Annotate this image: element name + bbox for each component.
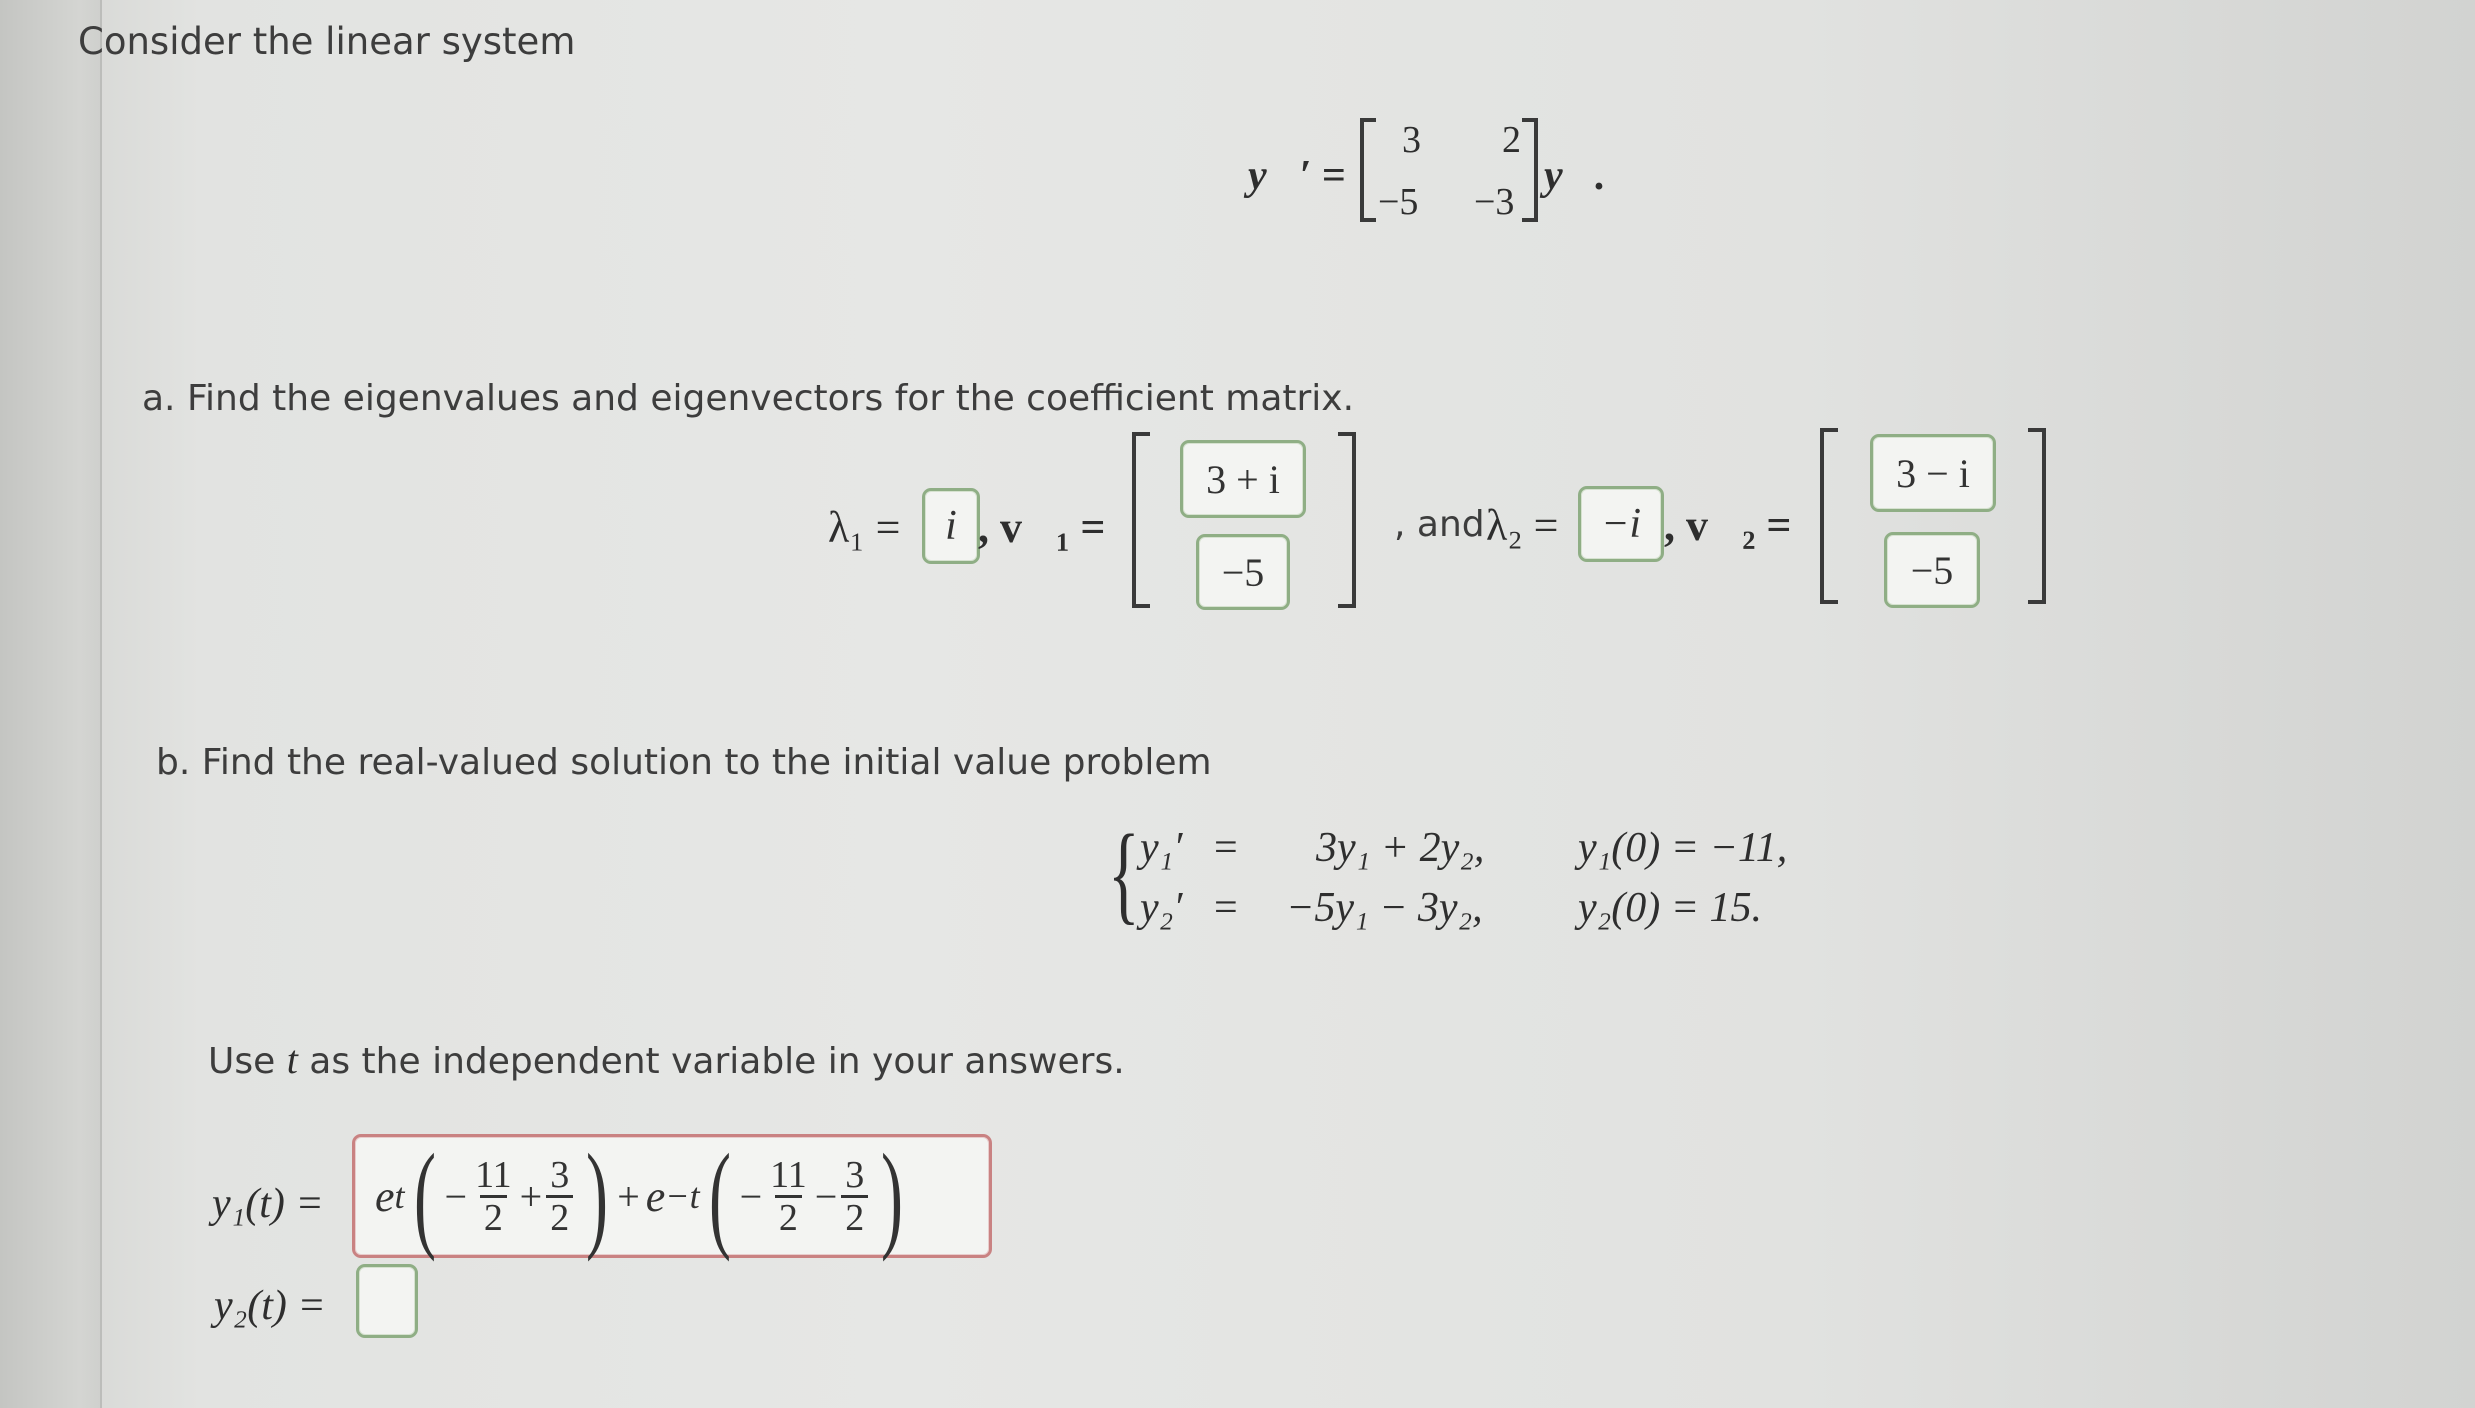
matrix-cell-21: −5 [1378,181,1419,223]
v2-right-bracket [2028,428,2046,604]
y1-paren-close-2: ) [881,1129,904,1262]
v2-entry2-value: −5 [1910,547,1954,593]
lambda1-label: λ₁ = [828,503,901,552]
y1-f3-den: 2 [775,1195,802,1238]
matrix-cell-11: 3 [1402,119,1421,161]
lambda2-value: −i [1600,501,1641,547]
instruction-pre: Use [208,1041,276,1082]
matrix-cell-22: −3 [1474,181,1515,223]
y1-exp1: t [394,1176,405,1216]
y1-f1-num: 11 [475,1153,512,1196]
v1-label: , v⃗₁ = [978,503,1106,552]
v2-entry2-box[interactable] [1884,532,1980,608]
y1-plus-2: + [617,1173,640,1219]
eq1-rhs: 3y₁ + 2y₂, [1316,825,1485,871]
y1-f4-den: 2 [841,1195,868,1238]
v1-entry1-box[interactable] [1180,440,1306,518]
matrix-right-bracket [1522,118,1538,222]
v1-left-bracket [1132,432,1150,608]
y1-e2: e [645,1171,666,1221]
y1-f1-den: 2 [480,1195,507,1238]
part-b-prompt: b. Find the real-valued solution to the initial value problem [156,742,1212,783]
v1-right-bracket [1338,432,1356,608]
y2-answer-box[interactable] [356,1264,418,1338]
y1-f3-num: 11 [770,1153,807,1196]
y1-paren-close-1: ) [586,1129,609,1262]
system-rhs: y⃗. [1544,153,1606,199]
v1-entry1-value: 3 + i [1206,456,1280,502]
y1-minus-3: − [814,1173,838,1219]
y1-paren-open-1: ( [413,1129,436,1262]
y1-fraction-1 [471,1155,516,1238]
eq2-lhs: y₂′ [1140,885,1183,931]
v2-label: , v⃗₂ = [1664,501,1792,550]
y1-paren-open-2: ( [708,1129,731,1262]
y1-fraction-3 [766,1155,811,1238]
instruction-text [208,1036,1125,1083]
eq1-eq: = [1214,825,1238,871]
eq2-rhs: −5y₁ − 3y₂, [1286,885,1483,931]
v2-left-bracket [1820,428,1838,604]
lambda2-answer-box[interactable] [1578,486,1664,562]
v2-entry1-box[interactable] [1870,434,1996,512]
instruction-var: t [286,1037,298,1082]
y1-answer-box[interactable] [352,1129,992,1262]
eq2-eq: = [1214,885,1238,931]
v1-entry2-value: −5 [1221,549,1265,595]
v1-entry2-box[interactable] [1196,534,1290,610]
system-brace: { [1108,812,1140,934]
left-panel-edge [0,0,102,1408]
lambda2-label: λ₂ = [1486,501,1559,550]
and-text: , and [1394,504,1485,545]
y1-label: y₁(t) = [212,1181,324,1227]
y1-f2-den: 2 [546,1195,573,1238]
intro-text: Consider the linear system [78,20,576,63]
part-a-prompt: a. Find the eigenvalues and eigenvectors for the coefficient matrix. [142,378,1355,419]
y1-plus-1: + [519,1173,543,1219]
y1-e1: e [375,1171,395,1221]
system-lhs: y⃗′ = [1248,153,1346,199]
y1-minus-1: − [444,1173,468,1219]
y1-fraction-2 [546,1155,573,1238]
matrix-left-bracket [1360,118,1376,222]
eq1-ic: y₁(0) = −11, [1578,825,1788,871]
lambda1-answer-box[interactable] [922,488,980,564]
v2-entry1-value: 3 − i [1896,450,1970,496]
instruction-post: as the independent variable in your answers. [309,1041,1125,1082]
matrix-cell-12: 2 [1502,119,1521,161]
y2-label: y₂(t) = [214,1283,326,1329]
eq2-ic: y₂(0) = 15. [1578,885,1763,931]
y1-exp2: −t [665,1176,700,1216]
y1-fraction-4 [841,1155,868,1238]
lambda1-value: i [945,503,957,549]
y1-minus-2: − [739,1173,763,1219]
y1-f4-num: 3 [845,1153,865,1196]
y1-f2-num: 3 [550,1153,570,1196]
eq1-lhs: y₁′ [1140,825,1183,871]
